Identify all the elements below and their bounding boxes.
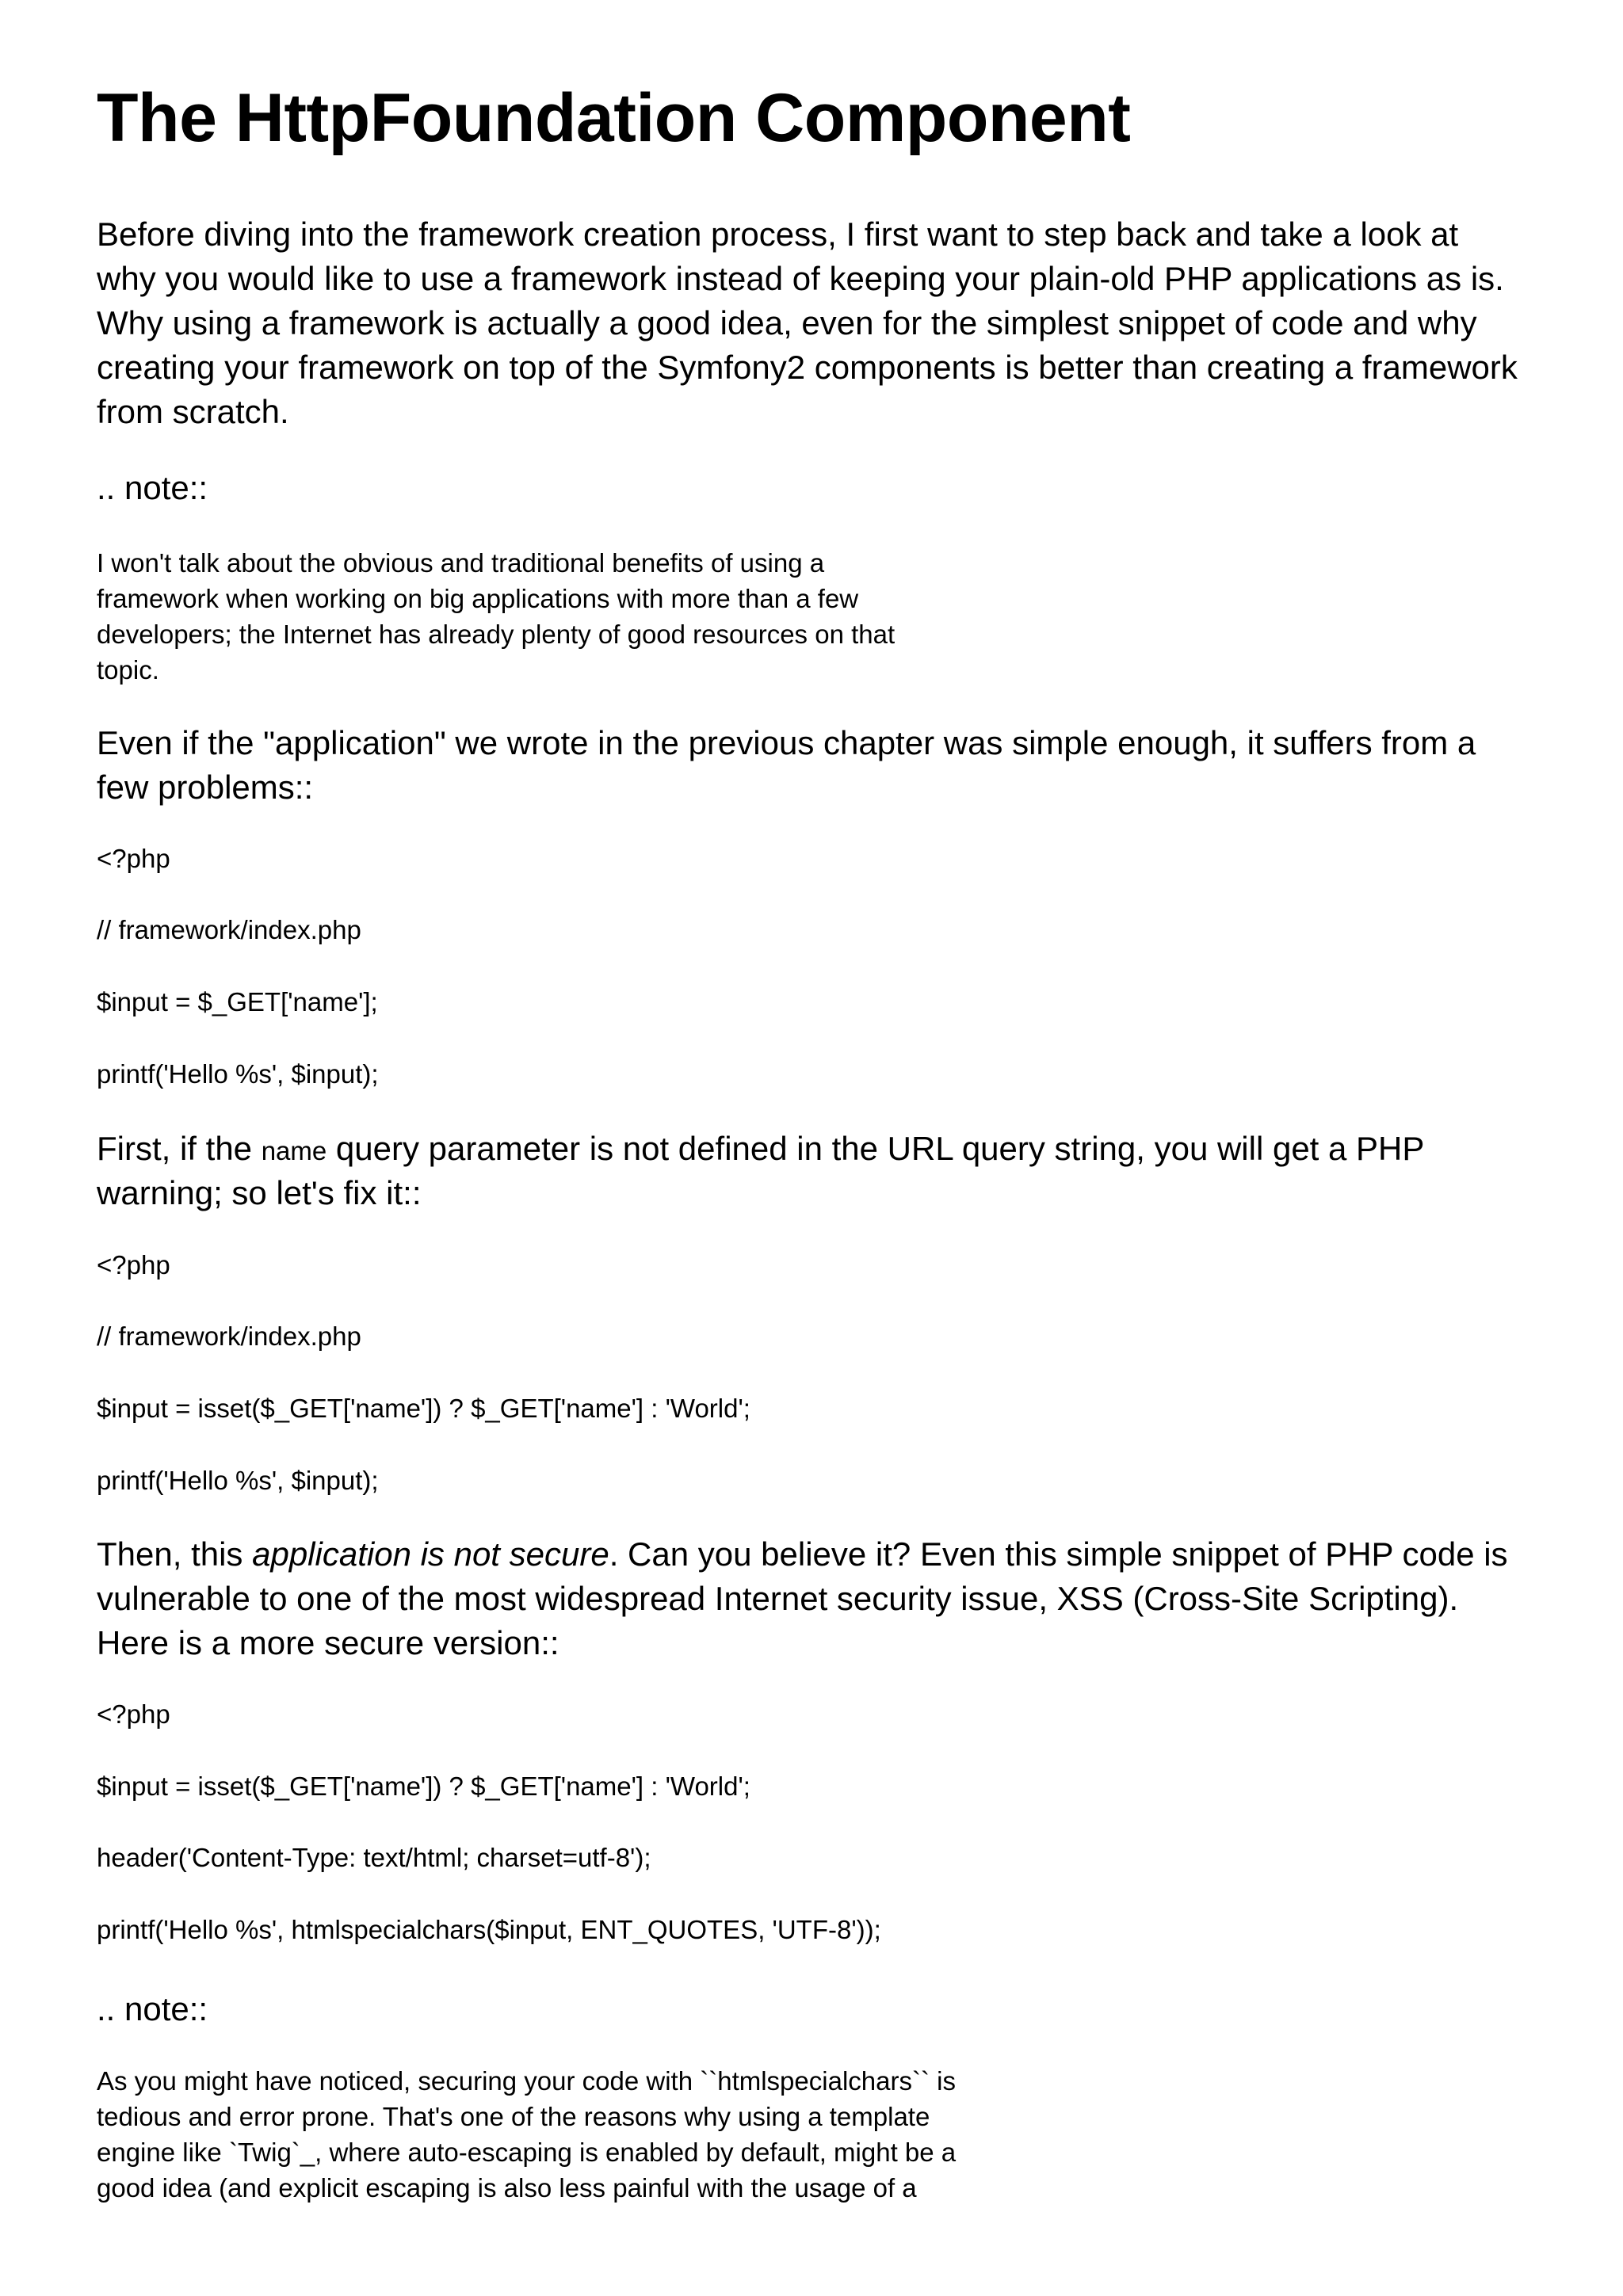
- note-line: developers; the Internet has already plenty of good resources on that: [97, 620, 896, 649]
- intro-line: why you would like to use a framework instead of keeping your plain-old PHP applications as is.: [97, 260, 1504, 297]
- inline-code: name: [261, 1136, 327, 1165]
- paragraph-line: [97, 1532, 1508, 1577]
- code-line: // framework/index.php: [97, 1322, 361, 1351]
- code-line: // framework/index.php: [97, 915, 361, 944]
- paragraph-text: . Can you believe it? Even this simple snippet of PHP code is: [609, 1535, 1508, 1573]
- code-line: <?php: [97, 1699, 170, 1729]
- paragraph-line: Here is a more secure version::: [97, 1624, 559, 1661]
- code-line: printf('Hello %s', $input);: [97, 1059, 379, 1089]
- paragraph-line: vulnerable to one of the most widespread Internet security issue, XSS (Cross-Site Scripting).: [97, 1580, 1459, 1617]
- note-marker: .. note::: [97, 1990, 208, 2027]
- note-line: topic.: [97, 655, 159, 685]
- paragraph-line: [97, 1127, 1424, 1173]
- page-title: The HttpFoundation Component: [97, 80, 1131, 156]
- code-line: $input = isset($_GET['name']) ? $_GET['name'] : 'World';: [97, 1772, 750, 1801]
- paragraph-text: First, if the: [97, 1130, 262, 1167]
- intro-line: creating your framework on top of the Symfony2 components is better than creating a framework: [97, 349, 1518, 386]
- intro-line: Before diving into the framework creation process, I first want to step back and take a look at: [97, 215, 1459, 253]
- paragraph-text: Then, this: [97, 1535, 253, 1573]
- paragraph-line: few problems::: [97, 769, 314, 806]
- paragraph-line: Even if the "application" we wrote in the previous chapter was simple enough, it suffers from a: [97, 724, 1476, 761]
- paragraph-text: query parameter is not defined in the URL query string, you will get a PHP: [327, 1130, 1425, 1167]
- paragraph-line: warning; so let's fix it::: [97, 1174, 422, 1211]
- note-line: tedious and error prone. That's one of the reasons why using a template: [97, 2102, 930, 2131]
- code-line: <?php: [97, 844, 170, 873]
- code-line: <?php: [97, 1250, 170, 1280]
- intro-line: from scratch.: [97, 393, 289, 430]
- code-line: header('Content-Type: text/html; charset=utf-8');: [97, 1843, 651, 1872]
- note-marker: .. note::: [97, 469, 208, 506]
- note-line: I won't talk about the obvious and traditional benefits of using a: [97, 548, 825, 578]
- note-line: framework when working on big applications with more than a few: [97, 584, 859, 613]
- note-line: good idea (and explicit escaping is also less painful with the usage of a: [97, 2173, 917, 2203]
- code-line: $input = $_GET['name'];: [97, 987, 378, 1016]
- code-line: printf('Hello %s', htmlspecialchars($input, ENT_QUOTES, 'UTF-8'));: [97, 1915, 881, 1944]
- code-line: $input = isset($_GET['name']) ? $_GET['name'] : 'World';: [97, 1394, 750, 1423]
- intro-line: Why using a framework is actually a good idea, even for the simplest snippet of code and why: [97, 304, 1477, 341]
- emphasis-text: application is not secure: [252, 1535, 609, 1573]
- code-line: printf('Hello %s', $input);: [97, 1466, 379, 1495]
- note-line: engine like `Twig`_, where auto-escaping is enabled by default, might be a: [97, 2138, 957, 2167]
- note-line: As you might have noticed, securing your code with ``htmlspecialchars`` is: [97, 2066, 956, 2096]
